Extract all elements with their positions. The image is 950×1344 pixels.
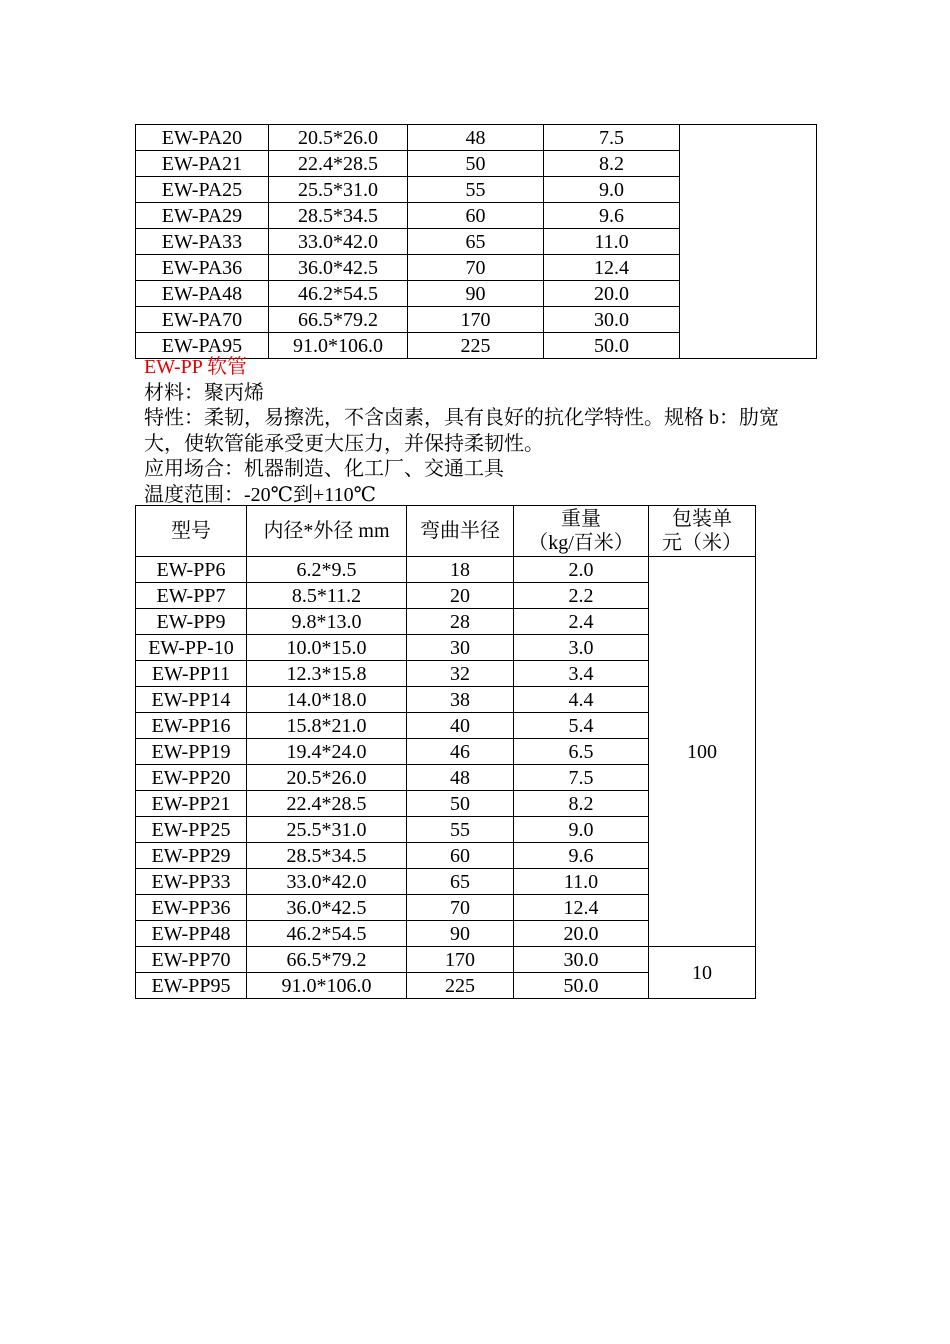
weight-cell: 4.4: [514, 687, 649, 713]
header-model: 型号: [136, 506, 247, 557]
model-cell: EW-PP11: [136, 661, 247, 687]
diameter-cell: 28.5*34.5: [269, 203, 408, 229]
weight-cell: 7.5: [514, 765, 649, 791]
table-row: [136, 557, 756, 583]
diameter-cell: 8.5*11.2: [247, 583, 407, 609]
bend-radius-cell: 90: [408, 281, 544, 307]
weight-cell: 9.6: [544, 203, 680, 229]
diameter-cell: 20.5*26.0: [269, 125, 408, 151]
pp-application: 应用场合：机器制造、化工厂、交通工具: [144, 458, 504, 480]
model-cell: EW-PP29: [136, 843, 247, 869]
bend-radius-cell: 90: [407, 921, 514, 947]
model-cell: EW-PA29: [136, 203, 269, 229]
weight-cell: 8.2: [514, 791, 649, 817]
diameter-cell: 36.0*42.5: [247, 895, 407, 921]
bend-radius-cell: 32: [407, 661, 514, 687]
weight-cell: 12.4: [514, 895, 649, 921]
model-cell: EW-PP9: [136, 609, 247, 635]
weight-cell: 2.4: [514, 609, 649, 635]
diameter-cell: 91.0*106.0: [269, 333, 408, 359]
pp-properties-line2: 大，使软管能承受更大压力，并保持柔韧性。: [144, 432, 544, 455]
model-cell: EW-PA95: [136, 333, 269, 359]
bend-radius-cell: 60: [407, 843, 514, 869]
diameter-cell: 46.2*54.5: [247, 921, 407, 947]
pp-spec-table: [135, 505, 756, 999]
weight-cell: 50.0: [514, 973, 649, 999]
weight-cell: 11.0: [514, 869, 649, 895]
diameter-cell: 6.2*9.5: [247, 557, 407, 583]
model-cell: EW-PP6: [136, 557, 247, 583]
weight-cell: 6.5: [514, 739, 649, 765]
diameter-cell: 22.4*28.5: [247, 791, 407, 817]
weight-cell: 3.4: [514, 661, 649, 687]
pp-properties-line1: 特性：柔韧，易擦洗，不含卤素，具有良好的抗化学特性。规格 b：肋宽: [144, 407, 779, 429]
bend-radius-cell: 48: [408, 125, 544, 151]
diameter-cell: 9.8*13.0: [247, 609, 407, 635]
bend-radius-cell: 50: [408, 151, 544, 177]
diameter-cell: 10.0*15.0: [247, 635, 407, 661]
header-bend-radius: 弯曲半径: [407, 506, 514, 557]
diameter-cell: 33.0*42.0: [247, 869, 407, 895]
model-cell: EW-PP21: [136, 791, 247, 817]
weight-cell: 50.0: [544, 333, 680, 359]
weight-cell: 3.0: [514, 635, 649, 661]
diameter-cell: 20.5*26.0: [247, 765, 407, 791]
weight-cell: 2.2: [514, 583, 649, 609]
model-cell: EW-PA33: [136, 229, 269, 255]
bend-radius-cell: 38: [407, 687, 514, 713]
model-cell: EW-PP16: [136, 713, 247, 739]
bend-radius-cell: 18: [407, 557, 514, 583]
model-cell: EW-PP-10: [136, 635, 247, 661]
bend-radius-cell: 55: [407, 817, 514, 843]
bend-radius-cell: 50: [407, 791, 514, 817]
diameter-cell: 22.4*28.5: [269, 151, 408, 177]
weight-cell: 20.0: [544, 281, 680, 307]
header-package-line1: 包装单: [672, 508, 732, 530]
weight-cell: 30.0: [514, 947, 649, 973]
weight-cell: 9.6: [514, 843, 649, 869]
pp-header-row: [136, 506, 756, 557]
model-cell: EW-PP19: [136, 739, 247, 765]
model-cell: EW-PP33: [136, 869, 247, 895]
header-weight-line1: 重量: [561, 508, 601, 530]
model-cell: EW-PA48: [136, 281, 269, 307]
bend-radius-cell: 225: [407, 973, 514, 999]
bend-radius-cell: 170: [407, 947, 514, 973]
diameter-cell: 46.2*54.5: [269, 281, 408, 307]
bend-radius-cell: 46: [407, 739, 514, 765]
model-cell: EW-PP25: [136, 817, 247, 843]
model-cell: EW-PA20: [136, 125, 269, 151]
header-weight: [514, 506, 649, 557]
model-cell: EW-PP20: [136, 765, 247, 791]
weight-cell: 2.0: [514, 557, 649, 583]
pp-material: 材料：聚丙烯: [144, 381, 264, 404]
weight-cell: 5.4: [514, 713, 649, 739]
model-cell: EW-PA70: [136, 307, 269, 333]
diameter-cell: 66.5*79.2: [247, 947, 407, 973]
model-cell: EW-PA25: [136, 177, 269, 203]
weight-cell: 8.2: [544, 151, 680, 177]
bend-radius-cell: 40: [407, 713, 514, 739]
pp-temperature: 温度范围：-20℃到+110℃: [144, 483, 376, 506]
diameter-cell: 36.0*42.5: [269, 255, 408, 281]
diameter-cell: 14.0*18.0: [247, 687, 407, 713]
bend-radius-cell: 65: [407, 869, 514, 895]
bend-radius-cell: 55: [408, 177, 544, 203]
bend-radius-cell: 28: [407, 609, 514, 635]
diameter-cell: 15.8*21.0: [247, 713, 407, 739]
bend-radius-cell: 48: [407, 765, 514, 791]
bend-radius-cell: 30: [407, 635, 514, 661]
model-cell: EW-PP95: [136, 973, 247, 999]
header-package-line2: 元（米）: [662, 532, 742, 554]
weight-cell: 11.0: [544, 229, 680, 255]
table-row: [136, 125, 817, 151]
diameter-cell: 91.0*106.0: [247, 973, 407, 999]
header-package: [649, 506, 756, 557]
package-cell: 10: [649, 947, 756, 999]
header-weight-line2: （kg/百米）: [528, 532, 634, 554]
bend-radius-cell: 70: [407, 895, 514, 921]
diameter-cell: 25.5*31.0: [247, 817, 407, 843]
model-cell: EW-PA36: [136, 255, 269, 281]
bend-radius-cell: 65: [408, 229, 544, 255]
diameter-cell: 19.4*24.0: [247, 739, 407, 765]
bend-radius-cell: 225: [408, 333, 544, 359]
bend-radius-cell: 20: [407, 583, 514, 609]
weight-cell: 20.0: [514, 921, 649, 947]
model-cell: EW-PP70: [136, 947, 247, 973]
pp-section-title: EW-PP 软管: [144, 356, 248, 378]
model-cell: EW-PP14: [136, 687, 247, 713]
package-cell: 100: [649, 557, 756, 947]
diameter-cell: 25.5*31.0: [269, 177, 408, 203]
model-cell: EW-PP36: [136, 895, 247, 921]
table-row: [136, 947, 756, 973]
weight-cell: 7.5: [544, 125, 680, 151]
pp-description: [144, 355, 814, 508]
package-cell: [680, 125, 817, 359]
model-cell: EW-PP48: [136, 921, 247, 947]
model-cell: EW-PA21: [136, 151, 269, 177]
diameter-cell: 28.5*34.5: [247, 843, 407, 869]
weight-cell: 9.0: [514, 817, 649, 843]
diameter-cell: 33.0*42.0: [269, 229, 408, 255]
weight-cell: 30.0: [544, 307, 680, 333]
bend-radius-cell: 60: [408, 203, 544, 229]
weight-cell: 12.4: [544, 255, 680, 281]
model-cell: EW-PP7: [136, 583, 247, 609]
pa-spec-table: [135, 124, 817, 359]
diameter-cell: 66.5*79.2: [269, 307, 408, 333]
header-diameter: 内径*外径 mm: [247, 506, 407, 557]
diameter-cell: 12.3*15.8: [247, 661, 407, 687]
bend-radius-cell: 70: [408, 255, 544, 281]
bend-radius-cell: 170: [408, 307, 544, 333]
weight-cell: 9.0: [544, 177, 680, 203]
